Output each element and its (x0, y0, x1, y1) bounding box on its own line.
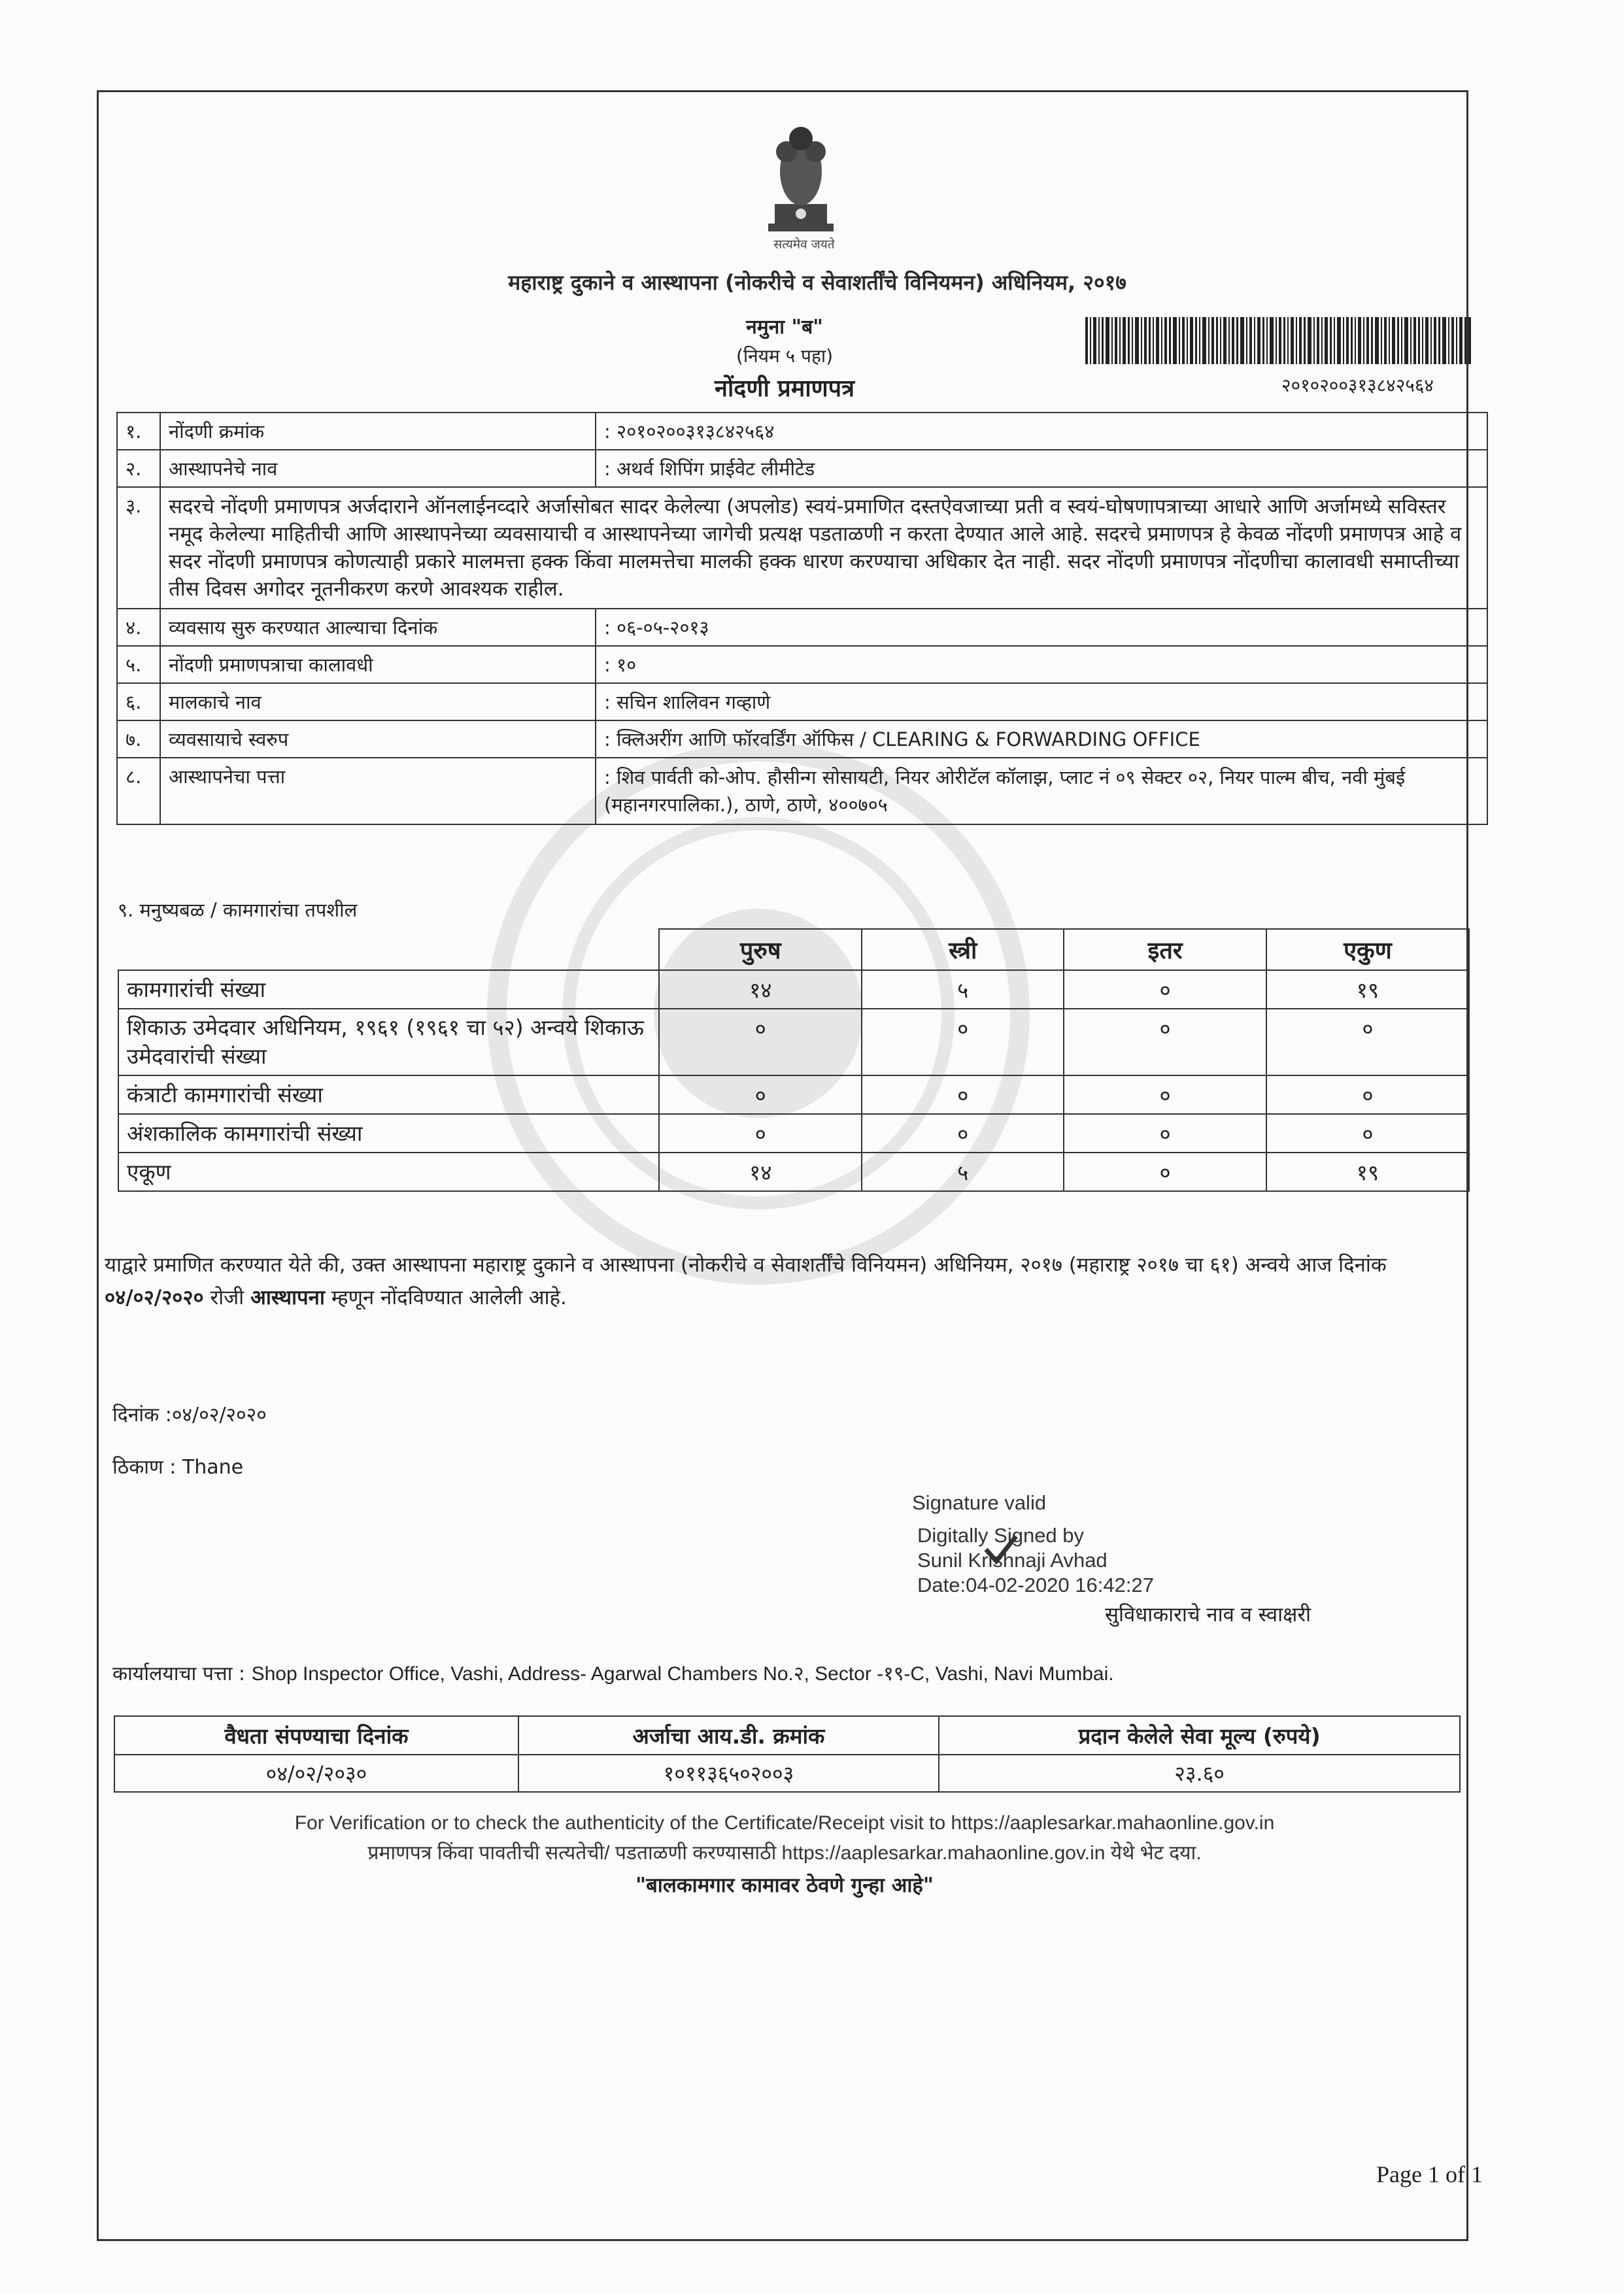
cell-value: ० (1064, 1153, 1266, 1191)
field-row (117, 487, 1487, 609)
column-header: अर्जाचा आय.डी. क्रमांक (518, 1716, 939, 1755)
field-number: ८. (117, 758, 160, 824)
signatory-caption: सुविधाकाराचे नाव व स्वाक्षरी (1105, 1603, 1311, 1627)
verification-marathi: प्रमाणपत्र किंवा पावतीची सत्यतेची/ पडताळणी करण्यासाठी https://aaplesarkar.mahaonline.gov.in येथे भेट दया. (367, 1842, 1202, 1864)
digital-signature (912, 1491, 1154, 1598)
field-label: व्यवसायाचे स्वरुप (160, 720, 596, 758)
cell-value: ० (1266, 1009, 1469, 1075)
field-label: नोंदणी क्रमांक (160, 413, 596, 450)
registration-number: २०१०२००३१३८४२५६४ (617, 420, 775, 443)
field-number: ४. (117, 609, 160, 646)
establishment-name: अथर्व शिपिंग प्राईवेट लीमीटेड (617, 458, 815, 480)
cell-value: ० (659, 1075, 862, 1114)
field-row (117, 609, 1487, 646)
table-row (118, 1009, 1469, 1075)
field-value: : ०६-०५-२०१३ (596, 609, 1487, 646)
row-label: कामगारांची संख्या (118, 970, 659, 1009)
registration-date: ०४/०२/२०२० (105, 1286, 204, 1309)
staff-details-table (118, 928, 1470, 1192)
service-fee: २३.६० (939, 1755, 1460, 1792)
office-value: Shop Inspector Office, Vashi, Address- Agarwal Chambers No.२, Sector -१९-C, Vashi, Navi Mumbai. (251, 1663, 1114, 1685)
cell-value: ० (659, 1009, 862, 1075)
cell-value: ५ (862, 970, 1064, 1009)
statement-part1: याद्वारे प्रमाणित करण्यात येते की, उक्त आस्थापना महाराष्ट्र दुकाने व आस्थापना (नोकरीचे व सेवाशर्तींचे विनियमन) अधिनियम, २०१७ (महाराष्ट्र २०१७ चा ६१) अन्वये आज दिनांक (105, 1253, 1387, 1277)
rule-reference: (नियम ५ पहा) (736, 345, 833, 367)
application-id: १०११३६५०२००३ (518, 1755, 939, 1792)
certificate-period: १० (617, 654, 637, 676)
field-value: : क्लिअरींग आणि फॉरवर्डिंग ऑफिस / CLEARING & FORWARDING OFFICE (596, 720, 1487, 758)
column-header: पुरुष (659, 929, 862, 970)
establishment-address: शिव पार्वती को-ओप. हौसीन्ग सोसायटी, नियर ओरीटॅल कॉलाझ, प्लाट नं ०९ सेक्टर ०२, नियर पाल्म बीच, नवी मुंबई (महानगरपालिका.), ठाणे, ठाणे, ४००७०५ (604, 766, 1406, 816)
field-number: २. (117, 450, 160, 487)
act-title: महाराष्ट्र दुकाने व आस्थापना (नोकरीचे व सेवाशर्तींचे विनियमन) अधिनियम, २०१७ (508, 270, 1126, 295)
issue-date-value: ०४/०२/२०२० (171, 1404, 267, 1426)
field-value: : सचिन शालिवन गव्हाणे (596, 683, 1487, 720)
column-header: वैधता संपण्याचा दिनांक (114, 1716, 518, 1755)
cell-value: ० (1064, 1075, 1266, 1114)
column-header: इतर (1064, 929, 1266, 970)
certification-statement (105, 1249, 1464, 1314)
field-row (117, 683, 1487, 720)
statement-part3: म्हणून नोंदविण्यात आलेली आहे. (331, 1286, 567, 1309)
table-row (118, 1114, 1469, 1153)
signer-name: Sunil Krishnaji Avhad (917, 1549, 1108, 1572)
establishment-type: आस्थापना (250, 1286, 325, 1309)
field-label: मालकाचे नाव (160, 683, 596, 720)
table-row (118, 1075, 1469, 1114)
column-header: प्रदान केलेले सेवा मूल्य (रुपये) (939, 1716, 1460, 1755)
staff-header-row (118, 929, 1469, 970)
field-label: आस्थापनेचा पत्ता (160, 758, 596, 824)
cell-value: ० (659, 1114, 862, 1153)
office-label: कार्यालयाचा पत्ता : (112, 1662, 246, 1685)
child-labour-warning: "बालकामगार कामावर ठेवणे गुन्हा आहे" (635, 1874, 934, 1897)
row-label: अंशकालिक कामगारांची संख्या (118, 1114, 659, 1153)
signature-status: Signature valid (912, 1491, 1047, 1514)
staff-details-heading: ९. मनुष्यबळ / कामगारांचा तपशील (118, 899, 358, 921)
field-number: ३. (117, 487, 160, 609)
field-number: ५. (117, 646, 160, 683)
issue-place-label: ठिकाण : (112, 1456, 177, 1479)
field-value: : अथर्व शिपिंग प्राईवेट लीमीटेड (596, 450, 1487, 487)
cell-value: ० (1064, 1114, 1266, 1153)
page-number: Page 1 of 1 (1376, 2161, 1483, 2187)
issue-date (112, 1400, 267, 1427)
field-row (117, 450, 1487, 487)
signature-check-icon (981, 1530, 1020, 1569)
table-row (118, 1153, 1469, 1191)
field-row (117, 413, 1487, 450)
cell-value: ० (1064, 970, 1266, 1009)
field-value: : २०१०२००३१३८४२५६४ (596, 413, 1487, 450)
field-value: : शिव पार्वती को-ओप. हौसीन्ग सोसायटी, नियर ओरीटॅल कॉलाझ, प्लाट नं ०९ सेक्टर ०२, नियर पाल्म बीच, नवी मुंबई (महानगरपालिका.), ठाणे, ठाणे, ४००७०५ (596, 758, 1487, 824)
office-address (112, 1659, 1114, 1686)
signature-line: Digitally Signed by (917, 1524, 1085, 1547)
field-row (117, 720, 1487, 758)
disclaimer-text: सदरचे नोंदणी प्रमाणपत्र अर्जदाराने ऑनलाईनव्दारे अर्जासोबत सादर केलेल्या (अपलोड) स्वयं-प्रमाणित दस्तऐवजाच्या प्रती व स्वयं-घोषणापत्राच्या आधारे आणि अर्जामध्ये सविस्तर नमूद केलेल्या माहितीची आणि आस्थापनेच्या व्यवसायाची व आस्थापनेच्या जागेची प्रत्यक्ष पडताळणी न करता देण्यात आले आहे. सदरचे प्रमाणपत्र हे केवळ नोंदणी प्रमाणपत्र आहे व सदर नोंदणी प्रमाणपत्र कोणत्याही प्रकारे मालमत्ता हक्क किंवा मालमत्तेचा मालकी हक्क धारण करण्याचा अधिकार देत नाही. सदर नोंदणी प्रमाणपत्र नोंदणीचा कालावधी समाप्तीच्या तीस दिवस अगोदर नूतनीकरण करणे आवश्यक राहील. (160, 487, 1487, 609)
form-name: नमुना "ब" (746, 316, 823, 339)
row-label: कंत्राटी कामगारांची संख्या (118, 1075, 659, 1114)
national-emblem-icon (762, 119, 840, 250)
owner-name: सचिन शालिवन गव्हाणे (617, 691, 771, 713)
cell-value: ० (862, 1075, 1064, 1114)
emblem-motto: सत्यमेव जयते (773, 237, 835, 252)
table-row (118, 970, 1469, 1009)
cell-value: ० (862, 1009, 1064, 1075)
cell-value: ० (1064, 1009, 1266, 1075)
field-value: : १० (596, 646, 1487, 683)
field-number: १. (117, 413, 160, 450)
issue-place-value: Thane (182, 1456, 244, 1479)
cell-value: १९ (1266, 1153, 1469, 1191)
cell-value: १९ (1266, 970, 1469, 1009)
expiry-date: ०४/०२/२०३० (114, 1755, 518, 1792)
field-label: नोंदणी प्रमाणपत्राचा कालावधी (160, 646, 596, 683)
empty-header (118, 929, 659, 970)
row-label: शिकाऊ उमेदवार अधिनियम, १९६१ (१९६१ चा ५२) अन्वये शिकाऊ उमेदवारांची संख्या (118, 1009, 659, 1075)
statement-part2: रोजी (210, 1286, 245, 1309)
column-header: स्त्री (862, 929, 1064, 970)
cell-value: ० (1266, 1075, 1469, 1114)
field-label: व्यवसाय सुरु करण्यात आल्याचा दिनांक (160, 609, 596, 646)
validity-header-row (114, 1716, 1460, 1755)
barcode-number: २०१०२००३१३८४२५६४ (1281, 375, 1434, 396)
field-number: ७. (117, 720, 160, 758)
business-nature: क्लिअरींग आणि फॉरवर्डिंग ऑफिस / CLEARING & FORWARDING OFFICE (617, 728, 1200, 751)
signature-date: Date:04-02-2020 16:42:27 (917, 1574, 1154, 1596)
field-label: आस्थापनेचे नाव (160, 450, 596, 487)
cell-value: १४ (659, 1153, 862, 1191)
registration-details-table (116, 412, 1488, 825)
certificate-title: नोंदणी प्रमाणपत्र (715, 375, 854, 402)
business-start-date: ०६-०५-२०१३ (617, 616, 709, 639)
column-header: एकुण (1266, 929, 1469, 970)
issue-date-label: दिनांक : (112, 1404, 172, 1426)
validity-table (114, 1715, 1461, 1793)
validity-value-row (114, 1755, 1460, 1792)
cell-value: ० (862, 1114, 1064, 1153)
row-label: एकूण (118, 1153, 659, 1191)
field-row (117, 758, 1487, 824)
verification-english: For Verification or to check the authenticity of the Certificate/Receipt visit to https://aaplesarkar.mahaonline.gov.in (294, 1812, 1275, 1834)
field-number: ६. (117, 683, 160, 720)
cell-value: १४ (659, 970, 862, 1009)
barcode (1085, 317, 1471, 364)
issue-place (112, 1453, 243, 1479)
field-row (117, 646, 1487, 683)
verification-note (131, 1808, 1438, 1868)
cell-value: ० (1266, 1114, 1469, 1153)
cell-value: ५ (862, 1153, 1064, 1191)
